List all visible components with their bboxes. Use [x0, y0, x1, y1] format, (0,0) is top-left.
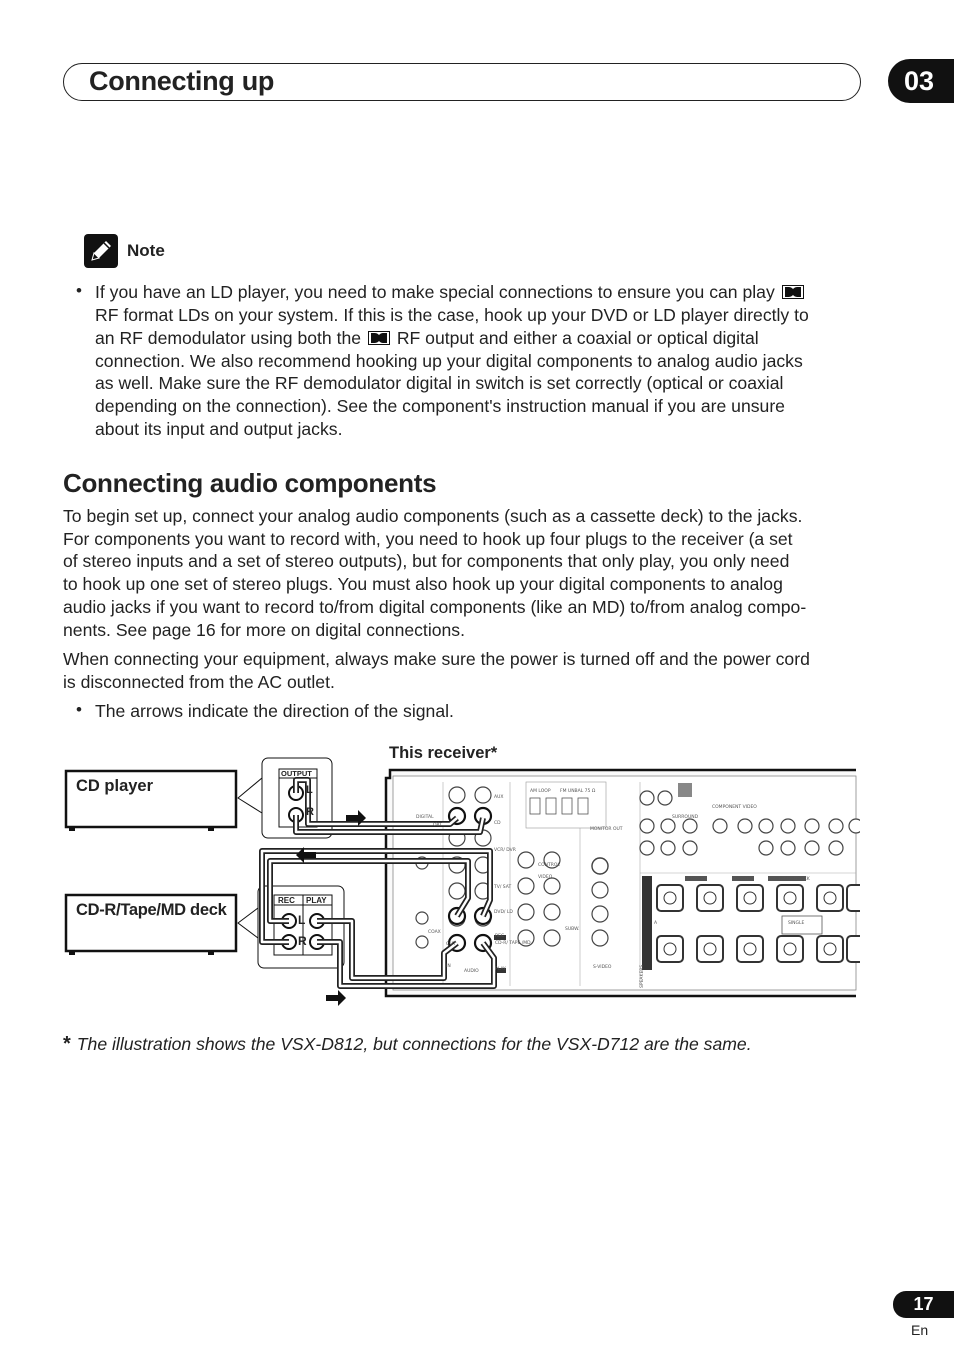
panel-label-surround-back: SURROUND BACK — [770, 877, 810, 882]
note-line: RF format LDs on your system. If this is the case, hook up your DVD or LD player directly to — [95, 305, 809, 325]
receiver-panel — [386, 770, 860, 996]
panel-label-rec: REC — [495, 934, 505, 939]
language-code: En — [911, 1322, 929, 1338]
panel-label-front: FRONT — [686, 877, 702, 882]
panel-label-out: OUT — [446, 942, 456, 947]
para-line: For components you want to record with, you need to hook up four plugs to the receiver (a set — [63, 529, 793, 549]
note-line: If you have an LD player, you need to make special connections to ensure you can play — [95, 281, 806, 304]
page-number: 17 — [893, 1291, 954, 1318]
cd-l-label: L — [306, 784, 313, 796]
para-line: audio jacks if you want to record to/from digital components (like an MD) to/from analog compo- — [63, 597, 807, 617]
panel-label-a: A — [654, 921, 658, 926]
note-line: connection. We also recommend hooking up your digital components to analog audio jacks — [95, 351, 803, 371]
cd-r-label: R — [306, 806, 314, 818]
cd-player-label: CD player — [76, 777, 154, 795]
panel-label-play: PLAY — [495, 967, 506, 972]
panel-label-coax: COAX — [428, 930, 441, 935]
rec-label: REC — [278, 896, 295, 905]
panel-label-component: COMPONENT VIDEO — [712, 805, 757, 810]
para-line: When connecting your equipment, always make sure the power is turned off and the power cord — [63, 649, 810, 669]
page-title: Connecting up — [89, 66, 275, 96]
deck-label: CD-R/Tape/MD deck — [76, 901, 227, 919]
output-label: OUTPUT — [281, 769, 312, 778]
dolby-dd-logo-icon — [368, 331, 390, 345]
panel-label-video: VIDEO — [538, 875, 553, 880]
panel-label-tv: TV/ SAT — [494, 885, 512, 890]
arrows-note: The arrows indicate the direction of the signal. — [95, 701, 454, 721]
panel-label-dvd: DVD/ LD — [494, 910, 513, 915]
play-label: PLAY — [306, 896, 327, 905]
note-title: Note — [127, 241, 165, 260]
panel-label-surround: SURROUND — [672, 815, 699, 820]
deck-r-label: R — [298, 934, 307, 948]
panel-label-aux: AUX — [494, 795, 504, 800]
note-line: about its input and output jacks. — [95, 419, 343, 439]
panel-label-fm: FM UNBAL 75 Ω — [560, 789, 596, 794]
arrows-bullet-dot: • — [76, 700, 82, 719]
section-heading: Connecting audio components — [63, 468, 437, 498]
panel-label-subw: SUBW. — [565, 927, 580, 932]
panel-label-cd: CD — [494, 821, 501, 826]
panel-label-speakers: SPEAKERS — [640, 964, 645, 988]
panel-label-monitor: MONITOR OUT — [590, 827, 623, 832]
note-pencil-icon — [84, 234, 118, 268]
panel-label-opt: OPT — [433, 823, 443, 828]
receiver-label: This receiver* — [389, 744, 498, 762]
chapter-badge: 03 — [888, 59, 954, 103]
deck-l-label: L — [298, 913, 306, 927]
para-line: of stereo inputs and a set of stereo outputs), but for components that only play, you only need — [63, 551, 790, 571]
note-line: an RF demodulator using both the RF output and either a coaxial or optical digital — [95, 328, 759, 348]
panel-label-svideo: S-VIDEO — [593, 965, 612, 970]
note-line: as well. Make sure the RF demodulator digital in switch is set correctly (optical or coaxial — [95, 373, 784, 393]
note-bullet-dot: • — [76, 281, 82, 300]
panel-label-in: IN — [446, 964, 451, 969]
para-line: To begin set up, connect your analog audio components (such as a cassette deck) to the jacks. — [63, 506, 803, 526]
panel-label-cdr: CD-R/ TAPE /MD — [495, 941, 531, 946]
dolby-dd-logo-icon — [782, 285, 804, 299]
connection-diagram — [60, 738, 860, 1008]
panel-label-am: AM LOOP — [530, 789, 551, 794]
panel-label-control: CONTROL — [538, 863, 560, 868]
panel-label-vcr: VCR/ DVR — [494, 848, 516, 853]
panel-label-digital: DIGITAL — [416, 815, 434, 820]
connection-diagram-svg — [60, 738, 860, 1008]
para-line: nents. See page 16 for more on digital connections. — [63, 620, 465, 640]
para-line: to hook up one set of stereo plugs. You must also hook up your digital components to analog — [63, 574, 783, 594]
diagram-caption: * The illustration shows the VSX-D812, but connections for the VSX-D712 are the same. — [63, 1033, 752, 1055]
panel-label-center: CENTER — [736, 877, 755, 882]
para-line: is disconnected from the AC outlet. — [63, 672, 335, 692]
note-line: depending on the connection). See the component's instruction manual if you are unsure — [95, 396, 785, 416]
panel-label-audio: AUDIO — [464, 969, 479, 974]
panel-label-single: SINGLE — [788, 921, 805, 926]
